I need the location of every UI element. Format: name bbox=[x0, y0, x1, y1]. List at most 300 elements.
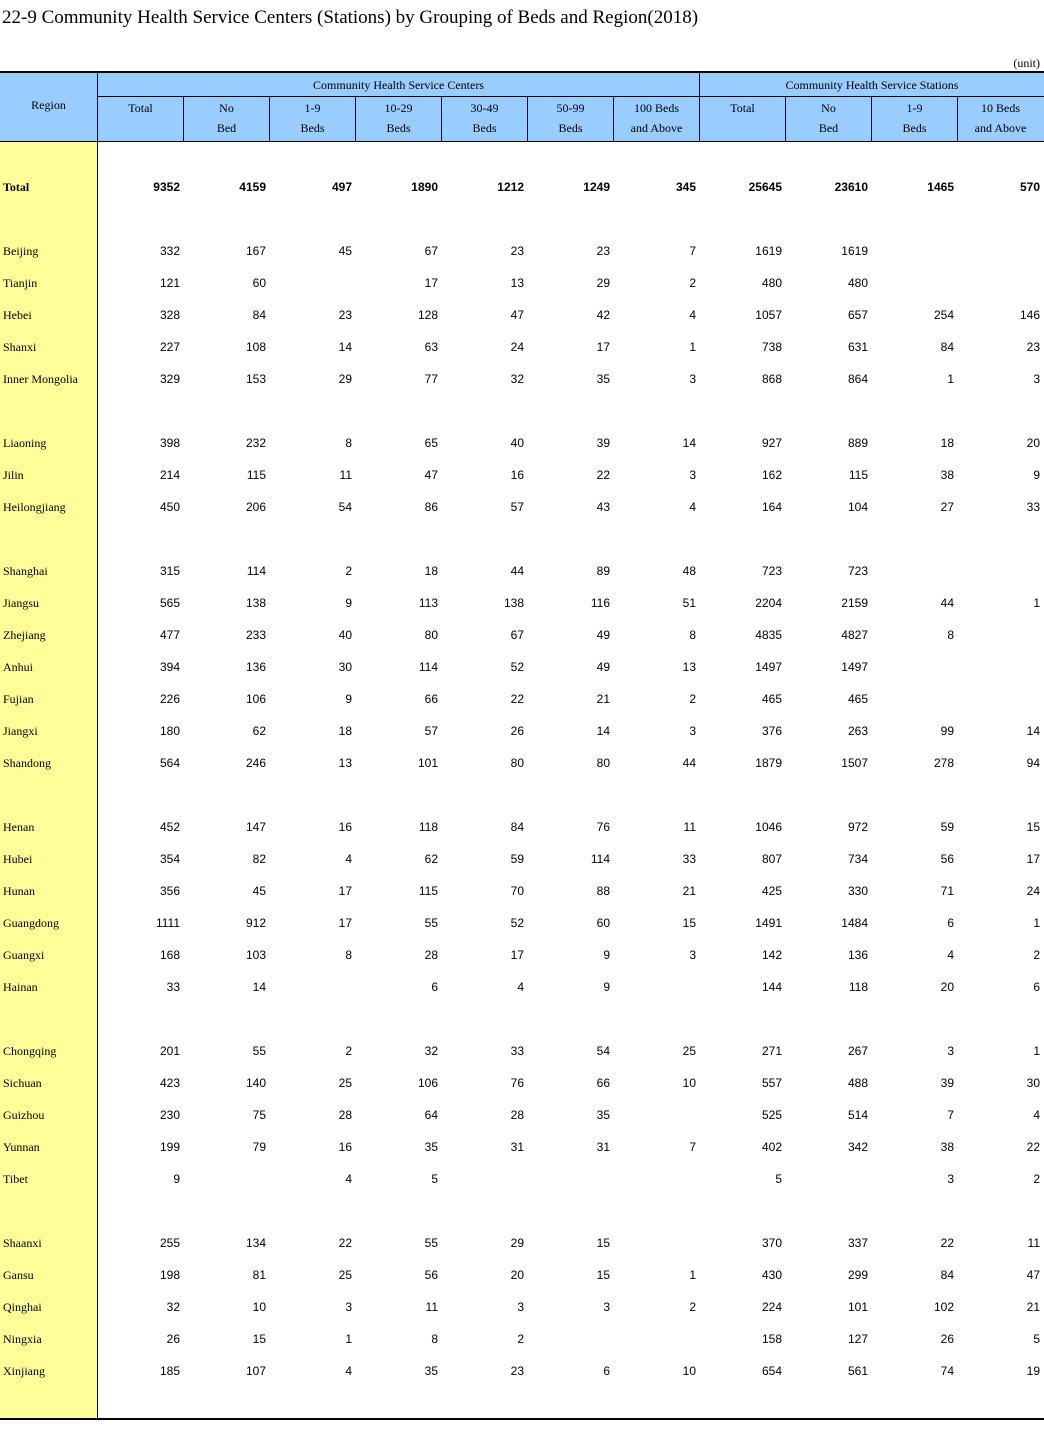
cell-value: 9 bbox=[345, 596, 352, 610]
region-name: Yunnan bbox=[3, 1140, 40, 1154]
cell-value: 146 bbox=[1019, 308, 1040, 322]
cell-value: 121 bbox=[159, 276, 180, 290]
cell-value: 4 bbox=[345, 1172, 352, 1186]
table-row bbox=[0, 913, 1044, 933]
cell-value: 103 bbox=[245, 948, 266, 962]
cell-value: 488 bbox=[847, 1076, 868, 1090]
column-divider bbox=[785, 97, 786, 141]
cell-value: 25 bbox=[338, 1076, 352, 1090]
cell-value: 3 bbox=[689, 468, 696, 482]
cell-value: 136 bbox=[847, 948, 868, 962]
column-header-line: and Above bbox=[974, 121, 1027, 135]
centers-group-header: Community Health Service Centers bbox=[313, 78, 484, 92]
cell-value: 25645 bbox=[748, 180, 782, 194]
cell-value: 99 bbox=[940, 724, 954, 738]
cell-value: 477 bbox=[159, 628, 180, 642]
column-header bbox=[614, 98, 699, 138]
cell-value: 31 bbox=[596, 1140, 610, 1154]
cell-value: 4 bbox=[947, 948, 954, 962]
column-header-line: Beds bbox=[472, 121, 497, 135]
column-header-line: Bed bbox=[818, 121, 839, 135]
column-header bbox=[98, 98, 183, 138]
cell-value: 162 bbox=[761, 468, 782, 482]
region-name: Jilin bbox=[3, 468, 24, 482]
cell-value: 134 bbox=[245, 1236, 266, 1250]
cell-value: 201 bbox=[159, 1044, 180, 1058]
cell-value: 1497 bbox=[755, 660, 782, 674]
cell-value: 3 bbox=[603, 1300, 610, 1314]
cell-value: 33 bbox=[682, 852, 696, 866]
cell-value: 60 bbox=[252, 276, 266, 290]
cell-value: 1 bbox=[1033, 916, 1040, 930]
region-name: Inner Mongolia bbox=[3, 372, 78, 386]
column-header-line bbox=[98, 118, 183, 138]
cell-value: 330 bbox=[847, 884, 868, 898]
cell-value: 136 bbox=[245, 660, 266, 674]
cell-value: 10 bbox=[682, 1076, 696, 1090]
cell-value: 15 bbox=[596, 1236, 610, 1250]
cell-value: 7 bbox=[947, 1108, 954, 1122]
cell-value: 525 bbox=[761, 1108, 782, 1122]
cell-value: 56 bbox=[940, 852, 954, 866]
table-row bbox=[0, 1041, 1044, 1061]
cell-value: 254 bbox=[933, 308, 954, 322]
header-bottom-rule bbox=[0, 141, 1044, 142]
cell-value: 65 bbox=[424, 436, 438, 450]
cell-value: 52 bbox=[510, 916, 524, 930]
region-name: Henan bbox=[3, 820, 35, 834]
table-row bbox=[0, 817, 1044, 837]
cell-value: 6 bbox=[603, 1364, 610, 1378]
cell-value: 17 bbox=[338, 884, 352, 898]
table-row bbox=[0, 1329, 1044, 1349]
cell-value: 101 bbox=[847, 1300, 868, 1314]
cell-value: 11 bbox=[683, 820, 696, 834]
cell-value: 25 bbox=[682, 1044, 696, 1058]
cell-value: 144 bbox=[761, 980, 782, 994]
cell-value: 81 bbox=[252, 1268, 266, 1282]
cell-value: 376 bbox=[761, 724, 782, 738]
column-header-line: No bbox=[219, 101, 234, 115]
cell-value: 30 bbox=[1026, 1076, 1040, 1090]
cell-value: 5 bbox=[431, 1172, 438, 1186]
cell-value: 48 bbox=[682, 564, 696, 578]
cell-value: 79 bbox=[252, 1140, 266, 1154]
cell-value: 116 bbox=[590, 596, 610, 610]
column-header-line: 30-49 bbox=[470, 101, 499, 115]
cell-value: 246 bbox=[245, 756, 266, 770]
cell-value: 912 bbox=[245, 916, 266, 930]
cell-value: 29 bbox=[338, 372, 352, 386]
cell-value: 115 bbox=[848, 468, 868, 482]
cell-value: 77 bbox=[424, 372, 438, 386]
cell-value: 84 bbox=[510, 820, 524, 834]
cell-value: 56 bbox=[424, 1268, 438, 1282]
column-divider bbox=[871, 97, 872, 141]
cell-value: 118 bbox=[418, 820, 438, 834]
cell-value: 127 bbox=[847, 1332, 868, 1346]
cell-value: 164 bbox=[761, 500, 782, 514]
cell-value: 63 bbox=[424, 340, 438, 354]
cell-value: 868 bbox=[761, 372, 782, 386]
table-row bbox=[0, 337, 1044, 357]
table-row bbox=[0, 881, 1044, 901]
cell-value: 15 bbox=[596, 1268, 610, 1282]
cell-value: 480 bbox=[761, 276, 782, 290]
column-header-line bbox=[700, 118, 785, 138]
cell-value: 3 bbox=[689, 948, 696, 962]
cell-value: 1465 bbox=[927, 180, 954, 194]
table-row bbox=[0, 593, 1044, 613]
cell-value: 28 bbox=[510, 1108, 524, 1122]
cell-value: 328 bbox=[159, 308, 180, 322]
cell-value: 1212 bbox=[497, 180, 524, 194]
unit-label: (unit) bbox=[1013, 56, 1040, 70]
cell-value: 38 bbox=[940, 468, 954, 482]
cell-value: 86 bbox=[424, 500, 438, 514]
cell-value: 31 bbox=[510, 1140, 524, 1154]
cell-value: 47 bbox=[510, 308, 524, 322]
cell-value: 13 bbox=[510, 276, 524, 290]
region-name: Shaanxi bbox=[3, 1236, 42, 1250]
cell-value: 3 bbox=[517, 1300, 524, 1314]
column-header-line: Beds bbox=[902, 121, 927, 135]
cell-value: 59 bbox=[510, 852, 524, 866]
cell-value: 80 bbox=[510, 756, 524, 770]
cell-value: 88 bbox=[596, 884, 610, 898]
table-row bbox=[0, 1265, 1044, 1285]
table-row bbox=[0, 1073, 1044, 1093]
cell-value: 38 bbox=[940, 1140, 954, 1154]
cell-value: 465 bbox=[761, 692, 782, 706]
cell-value: 70 bbox=[510, 884, 524, 898]
cell-value: 199 bbox=[159, 1140, 180, 1154]
cell-value: 354 bbox=[159, 852, 180, 866]
column-header bbox=[872, 98, 957, 138]
region-header: Region bbox=[31, 98, 66, 112]
region-name: Guangdong bbox=[3, 916, 59, 930]
column-header-line: Bed bbox=[216, 121, 237, 135]
cell-value: 1497 bbox=[841, 660, 868, 674]
cell-value: 57 bbox=[510, 500, 524, 514]
cell-value: 33 bbox=[510, 1044, 524, 1058]
cell-value: 480 bbox=[847, 276, 868, 290]
table-row bbox=[0, 849, 1044, 869]
cell-value: 54 bbox=[338, 500, 352, 514]
cell-value: 8 bbox=[345, 948, 352, 962]
cell-value: 14 bbox=[596, 724, 610, 738]
cell-value: 80 bbox=[424, 628, 438, 642]
cell-value: 113 bbox=[418, 596, 438, 610]
region-name: Ningxia bbox=[3, 1332, 42, 1346]
cell-value: 27 bbox=[940, 500, 954, 514]
cell-value: 23 bbox=[596, 244, 610, 258]
column-header-line: Beds bbox=[558, 121, 583, 135]
cell-value: 55 bbox=[424, 1236, 438, 1250]
table-row bbox=[0, 1169, 1044, 1189]
table-row bbox=[0, 721, 1044, 741]
cell-value: 42 bbox=[596, 308, 610, 322]
region-name: Liaoning bbox=[3, 436, 47, 450]
cell-value: 28 bbox=[338, 1108, 352, 1122]
cell-value: 55 bbox=[424, 916, 438, 930]
cell-value: 497 bbox=[331, 180, 352, 194]
cell-value: 55 bbox=[252, 1044, 266, 1058]
cell-value: 1111 bbox=[155, 916, 180, 930]
cell-value: 1057 bbox=[755, 308, 782, 322]
cell-value: 14 bbox=[338, 340, 352, 354]
cell-value: 16 bbox=[338, 1140, 352, 1154]
cell-value: 35 bbox=[424, 1364, 438, 1378]
cell-value: 1 bbox=[1033, 596, 1040, 610]
region-name: Jiangsu bbox=[3, 596, 39, 610]
cell-value: 21 bbox=[682, 884, 696, 898]
cell-value: 158 bbox=[761, 1332, 782, 1346]
cell-value: 807 bbox=[761, 852, 782, 866]
cell-value: 66 bbox=[596, 1076, 610, 1090]
cell-value: 84 bbox=[940, 340, 954, 354]
column-header-line: and Above bbox=[630, 121, 683, 135]
cell-value: 49 bbox=[596, 660, 610, 674]
cell-value: 14 bbox=[682, 436, 696, 450]
cell-value: 66 bbox=[424, 692, 438, 706]
table-row bbox=[0, 241, 1044, 261]
region-name: Heilongjiang bbox=[3, 500, 66, 514]
cell-value: 59 bbox=[940, 820, 954, 834]
cell-value: 47 bbox=[424, 468, 438, 482]
column-divider bbox=[613, 97, 614, 141]
cell-value: 5 bbox=[775, 1172, 782, 1186]
cell-value: 2 bbox=[517, 1332, 524, 1346]
region-name: Shanxi bbox=[3, 340, 37, 354]
cell-value: 14 bbox=[252, 980, 266, 994]
cell-value: 3 bbox=[689, 724, 696, 738]
cell-value: 7 bbox=[689, 244, 696, 258]
cell-value: 570 bbox=[1019, 180, 1040, 194]
cell-value: 20 bbox=[940, 980, 954, 994]
cell-value: 214 bbox=[159, 468, 180, 482]
cell-value: 17 bbox=[1026, 852, 1040, 866]
cell-value: 11 bbox=[1027, 1236, 1040, 1250]
region-name: Xinjiang bbox=[3, 1364, 45, 1378]
cell-value: 23 bbox=[510, 244, 524, 258]
cell-value: 140 bbox=[245, 1076, 266, 1090]
column-header-line: 1-9 bbox=[906, 101, 923, 115]
cell-value: 337 bbox=[847, 1236, 868, 1250]
column-header bbox=[786, 98, 871, 138]
cell-value: 561 bbox=[847, 1364, 868, 1378]
cell-value: 64 bbox=[424, 1108, 438, 1122]
cell-value: 23 bbox=[510, 1364, 524, 1378]
cell-value: 22 bbox=[940, 1236, 954, 1250]
cell-value: 13 bbox=[338, 756, 352, 770]
region-name: Tianjin bbox=[3, 276, 38, 290]
cell-value: 115 bbox=[418, 884, 438, 898]
table-row bbox=[0, 465, 1044, 485]
cell-value: 734 bbox=[847, 852, 868, 866]
cell-value: 138 bbox=[503, 596, 524, 610]
table-row bbox=[0, 945, 1044, 965]
cell-value: 23 bbox=[1026, 340, 1040, 354]
cell-value: 51 bbox=[682, 596, 696, 610]
cell-value: 465 bbox=[847, 692, 868, 706]
region-name: Fujian bbox=[3, 692, 34, 706]
region-name: Hunan bbox=[3, 884, 35, 898]
cell-value: 26 bbox=[510, 724, 524, 738]
cell-value: 40 bbox=[510, 436, 524, 450]
cell-value: 4 bbox=[517, 980, 524, 994]
region-name: Guangxi bbox=[3, 948, 45, 962]
region-name: Anhui bbox=[3, 660, 33, 674]
cell-value: 2 bbox=[689, 276, 696, 290]
cell-value: 2 bbox=[1033, 948, 1040, 962]
table-row bbox=[0, 977, 1044, 997]
cell-value: 106 bbox=[417, 1076, 438, 1090]
cell-value: 17 bbox=[510, 948, 524, 962]
cell-value: 114 bbox=[590, 852, 610, 866]
cell-value: 657 bbox=[847, 308, 868, 322]
table-bottom-rule bbox=[0, 1418, 1044, 1420]
column-header-line: Beds bbox=[386, 121, 411, 135]
column-header bbox=[184, 98, 269, 138]
cell-value: 564 bbox=[159, 756, 180, 770]
cell-value: 20 bbox=[1026, 436, 1040, 450]
cell-value: 23610 bbox=[834, 180, 868, 194]
cell-value: 4 bbox=[689, 308, 696, 322]
cell-value: 74 bbox=[940, 1364, 954, 1378]
cell-value: 128 bbox=[417, 308, 438, 322]
cell-value: 23 bbox=[338, 308, 352, 322]
cell-value: 106 bbox=[245, 692, 266, 706]
cell-value: 35 bbox=[424, 1140, 438, 1154]
column-header-line: Total bbox=[730, 101, 755, 115]
column-divider bbox=[269, 97, 270, 141]
cell-value: 6 bbox=[431, 980, 438, 994]
cell-value: 40 bbox=[338, 628, 352, 642]
cell-value: 8 bbox=[947, 628, 954, 642]
cell-value: 3 bbox=[1033, 372, 1040, 386]
cell-value: 2 bbox=[689, 692, 696, 706]
cell-value: 28 bbox=[424, 948, 438, 962]
cell-value: 62 bbox=[252, 724, 266, 738]
cell-value: 94 bbox=[1026, 756, 1040, 770]
cell-value: 43 bbox=[596, 500, 610, 514]
cell-value: 102 bbox=[933, 1300, 954, 1314]
cell-value: 267 bbox=[847, 1044, 868, 1058]
region-name: Gansu bbox=[3, 1268, 34, 1282]
cell-value: 15 bbox=[252, 1332, 266, 1346]
cell-value: 82 bbox=[252, 852, 266, 866]
cell-value: 49 bbox=[596, 628, 610, 642]
cell-value: 271 bbox=[761, 1044, 782, 1058]
table-row bbox=[0, 1105, 1044, 1125]
table-row bbox=[0, 273, 1044, 293]
table-row bbox=[0, 1137, 1044, 1157]
table-row bbox=[0, 497, 1044, 517]
cell-value: 32 bbox=[166, 1300, 180, 1314]
region-name: Total bbox=[3, 180, 30, 194]
cell-value: 263 bbox=[847, 724, 868, 738]
cell-value: 972 bbox=[847, 820, 868, 834]
cell-value: 13 bbox=[682, 660, 696, 674]
cell-value: 255 bbox=[159, 1236, 180, 1250]
cell-value: 370 bbox=[761, 1236, 782, 1250]
cell-value: 22 bbox=[596, 468, 610, 482]
cell-value: 22 bbox=[338, 1236, 352, 1250]
column-header bbox=[528, 98, 613, 138]
cell-value: 1890 bbox=[411, 180, 438, 194]
cell-value: 654 bbox=[761, 1364, 782, 1378]
table-row bbox=[0, 369, 1044, 389]
cell-value: 168 bbox=[159, 948, 180, 962]
cell-value: 631 bbox=[847, 340, 868, 354]
cell-value: 9352 bbox=[153, 180, 180, 194]
cell-value: 7 bbox=[689, 1140, 696, 1154]
cell-value: 16 bbox=[510, 468, 524, 482]
cell-value: 25 bbox=[338, 1268, 352, 1282]
column-header-line: 10-29 bbox=[384, 101, 413, 115]
cell-value: 9 bbox=[345, 692, 352, 706]
region-name: Qinghai bbox=[3, 1300, 42, 1314]
cell-value: 4 bbox=[345, 1364, 352, 1378]
cell-value: 2 bbox=[689, 1300, 696, 1314]
cell-value: 18 bbox=[940, 436, 954, 450]
cell-value: 15 bbox=[682, 916, 696, 930]
cell-value: 9 bbox=[173, 1172, 180, 1186]
column-header bbox=[356, 98, 441, 138]
cell-value: 75 bbox=[252, 1108, 266, 1122]
cell-value: 206 bbox=[245, 500, 266, 514]
page-title: 22-9 Community Health Service Centers (Stations) by Grouping of Beds and Region(2018) bbox=[2, 7, 699, 28]
table-row bbox=[0, 1297, 1044, 1317]
stations-group-header: Community Health Service Stations bbox=[785, 78, 959, 92]
cell-value: 430 bbox=[761, 1268, 782, 1282]
table-row bbox=[0, 625, 1044, 645]
cell-value: 425 bbox=[761, 884, 782, 898]
cell-value: 114 bbox=[246, 564, 266, 578]
cell-value: 20 bbox=[510, 1268, 524, 1282]
table-row bbox=[0, 305, 1044, 325]
cell-value: 9 bbox=[603, 948, 610, 962]
cell-value: 6 bbox=[947, 916, 954, 930]
cell-value: 1249 bbox=[583, 180, 610, 194]
cell-value: 67 bbox=[510, 628, 524, 642]
cell-value: 1879 bbox=[755, 756, 782, 770]
cell-value: 21 bbox=[1026, 1300, 1040, 1314]
column-header-line: Total bbox=[128, 101, 153, 115]
cell-value: 4 bbox=[345, 852, 352, 866]
cell-value: 233 bbox=[245, 628, 266, 642]
cell-value: 15 bbox=[1026, 820, 1040, 834]
cell-value: 299 bbox=[847, 1268, 868, 1282]
table-row bbox=[0, 1361, 1044, 1381]
cell-value: 226 bbox=[159, 692, 180, 706]
cell-value: 44 bbox=[682, 756, 696, 770]
cell-value: 167 bbox=[245, 244, 266, 258]
cell-value: 3 bbox=[689, 372, 696, 386]
cell-value: 32 bbox=[424, 1044, 438, 1058]
cell-value: 10 bbox=[252, 1300, 266, 1314]
cell-value: 2204 bbox=[755, 596, 782, 610]
table-row bbox=[0, 1233, 1044, 1253]
cell-value: 738 bbox=[761, 340, 782, 354]
cell-value: 9 bbox=[1033, 468, 1040, 482]
cell-value: 2 bbox=[1033, 1172, 1040, 1186]
region-name: Guizhou bbox=[3, 1108, 45, 1122]
column-header-line: 50-99 bbox=[556, 101, 585, 115]
cell-value: 39 bbox=[940, 1076, 954, 1090]
cell-value: 32 bbox=[510, 372, 524, 386]
